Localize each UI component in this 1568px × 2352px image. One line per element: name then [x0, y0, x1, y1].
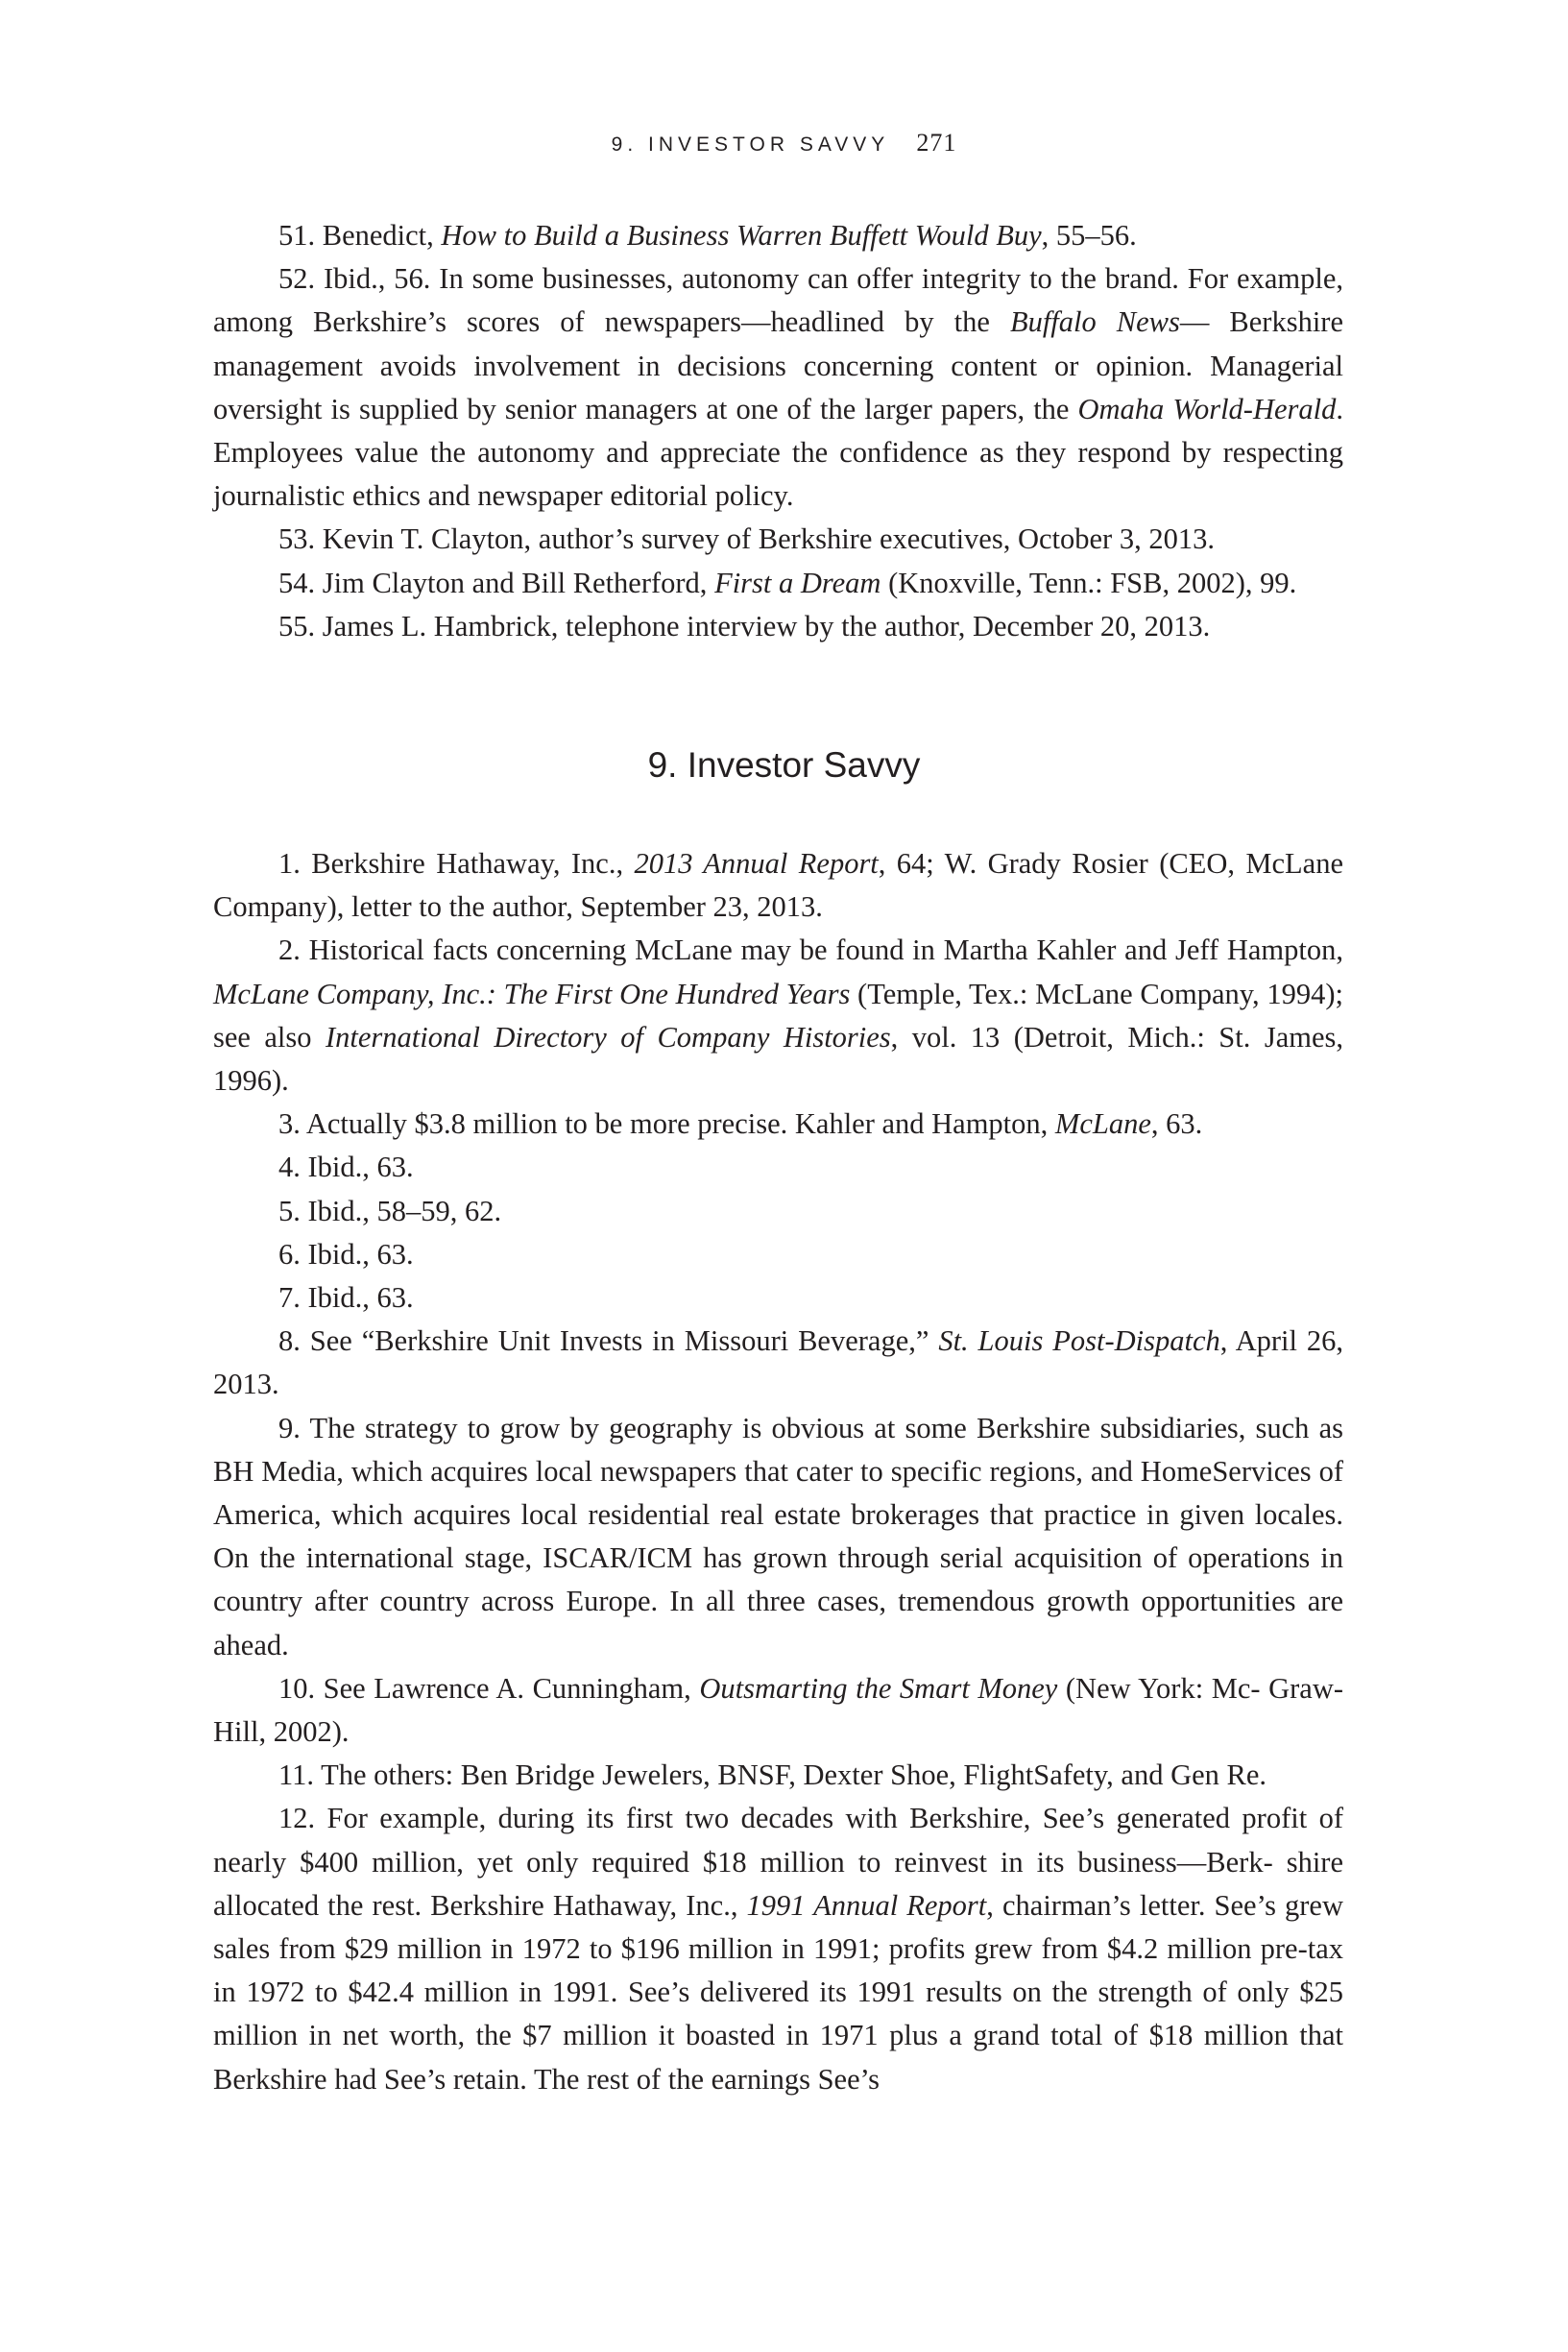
note-text: 53. Kevin T. Clayton, author’s survey of Berkshire executives, October 3, 2013.	[278, 522, 1215, 556]
note-item	[213, 1320, 1343, 1406]
note-text: 7. Ibid., 63.	[278, 1281, 414, 1315]
note-item	[213, 1276, 1343, 1320]
note-item	[213, 214, 1343, 257]
note-title-italic: Omaha World-Herald	[1077, 392, 1337, 425]
note-title-italic: Buffalo News	[1009, 305, 1180, 339]
note-text: , chairman’s letter. See’s grew sales from $29 million in 1972 to $196 million in 1991; profits grew from $4.2 million pre-tax in 1972 to $42.4 million in 1991. See’s delivered its 1991 results on the strength of only $25 million in net worth, the $7 million it boasted in 1971 plus a grand total of $18 million that Berkshire had See’s retain. The rest of the earnings See’s	[213, 1888, 1343, 2096]
note-item	[213, 1754, 1343, 1797]
note-text: 5. Ibid., 58–59, 62.	[278, 1194, 502, 1227]
note-item	[213, 929, 1343, 1103]
note-text: 55. James L. Hambrick, telephone interview by the author, December 20, 2013.	[278, 609, 1211, 643]
note-item	[213, 1190, 1343, 1233]
running-head-chapter: 9. INVESTOR SAVVY	[611, 133, 890, 156]
note-title-italic: 1991 Annual Report	[746, 1888, 987, 1922]
note-text: 11. The others: Ben Bridge Jewelers, BNSF, Dexter Shoe, FlightSafety, and Gen Re.	[278, 1758, 1267, 1792]
note-item	[213, 842, 1343, 929]
note-text: 52. Ibid., 56. In some businesses, autonomy can offer integrity to the brand. For example, among Berkshire’s scores of newspapers—headlined by the	[213, 262, 1343, 339]
note-text: , vol. 13 (Detroit, Mich.: St. James, 1996).	[213, 1020, 1343, 1098]
note-item	[213, 1667, 1343, 1754]
note-title-italic: McLane	[1054, 1107, 1151, 1141]
notes-list-previous-chapter	[213, 214, 1343, 648]
note-text: (Knoxville, Tenn.: FSB, 2002), 99.	[880, 566, 1297, 599]
page-number: 271	[916, 129, 957, 157]
note-text: . Employees value the autonomy and appreciate the confidence as they respond by respecting journalistic ethics and newspaper editorial policy.	[213, 392, 1343, 513]
note-text: 6. Ibid., 63.	[278, 1237, 414, 1271]
note-text: , 64; W. Grady Rosier (CEO, McLane Company), letter to the author, September 23, 2013.	[213, 847, 1343, 924]
note-text: 10. See Lawrence A. Cunningham,	[278, 1671, 700, 1705]
note-item	[213, 257, 1343, 518]
note-item	[213, 562, 1343, 605]
notes-list-investor-savvy	[213, 842, 1343, 2101]
note-text: , 63.	[1150, 1107, 1203, 1141]
note-title-italic: 2013 Annual Report	[634, 847, 879, 880]
note-item	[213, 1146, 1343, 1189]
note-text: (Temple, Tex.: McLane Company, 1994); see also	[213, 977, 1344, 1054]
note-title-italic: Outsmarting the Smart Money	[699, 1671, 1058, 1705]
note-text: 54. Jim Clayton and Bill Retherford,	[278, 566, 715, 599]
note-text: — Berkshire management avoids involvement in decisions concerning content or opinion. Managerial oversight is supplied by senior managers at one of the larger papers, the	[213, 305, 1343, 425]
note-title-italic: McLane Company, Inc.: The First One Hundred Years	[213, 977, 851, 1010]
note-text: 1. Berkshire Hathaway, Inc.,	[278, 847, 635, 880]
note-item	[213, 1233, 1343, 1276]
note-text: 8. See “Berkshire Unit Invests in Missouri Beverage,”	[278, 1324, 939, 1358]
running-head	[0, 129, 1568, 158]
note-item	[213, 605, 1343, 648]
note-text: 3. Actually $3.8 million to be more precise. Kahler and Hampton,	[278, 1107, 1055, 1141]
note-item	[213, 1103, 1343, 1146]
note-title-italic: International Directory of Company Histories	[325, 1020, 891, 1054]
note-title-italic: How to Build a Business Warren Buffett Would Buy	[441, 219, 1042, 252]
note-item	[213, 518, 1343, 561]
note-text: (New York: Mc- Graw-Hill, 2002).	[213, 1671, 1344, 1749]
note-text: 9. The strategy to grow by geography is obvious at some Berkshire subsidiaries, such as BH Media, which acquires local newspapers that cater to specific regions, and HomeServices of America, which acquires local residential real estate brokerages that practice in given locales. On the international stage, ISCAR/ICM has grown through serial acquisition of operations in country after country across Europe. In all three cases, tremendous growth opportunities are ahead.	[213, 1411, 1343, 1661]
note-text: , 55–56.	[1041, 219, 1137, 252]
note-text: 4. Ibid., 63.	[278, 1151, 414, 1184]
note-title-italic: St. Louis Post-Dispatch	[938, 1324, 1220, 1358]
chapter-heading: 9. Investor Savvy	[647, 745, 921, 785]
note-item	[213, 1407, 1343, 1667]
note-item	[213, 1797, 1343, 2100]
note-text: 51. Benedict,	[278, 219, 442, 252]
note-text: 12. For example, during its first two decades with Berkshire, See’s generated profit of nearly $400 million, yet only required $18 million to reinvest in its business—Berk- shire allocated the rest. Berkshire Hathaway, Inc.,	[213, 1802, 1343, 1922]
note-text: 2. Historical facts concerning McLane may be found in Martha Kahler and Jeff Hampton,	[278, 934, 1343, 967]
note-text: , April 26, 2013.	[213, 1324, 1343, 1401]
note-title-italic: First a Dream	[714, 566, 881, 599]
